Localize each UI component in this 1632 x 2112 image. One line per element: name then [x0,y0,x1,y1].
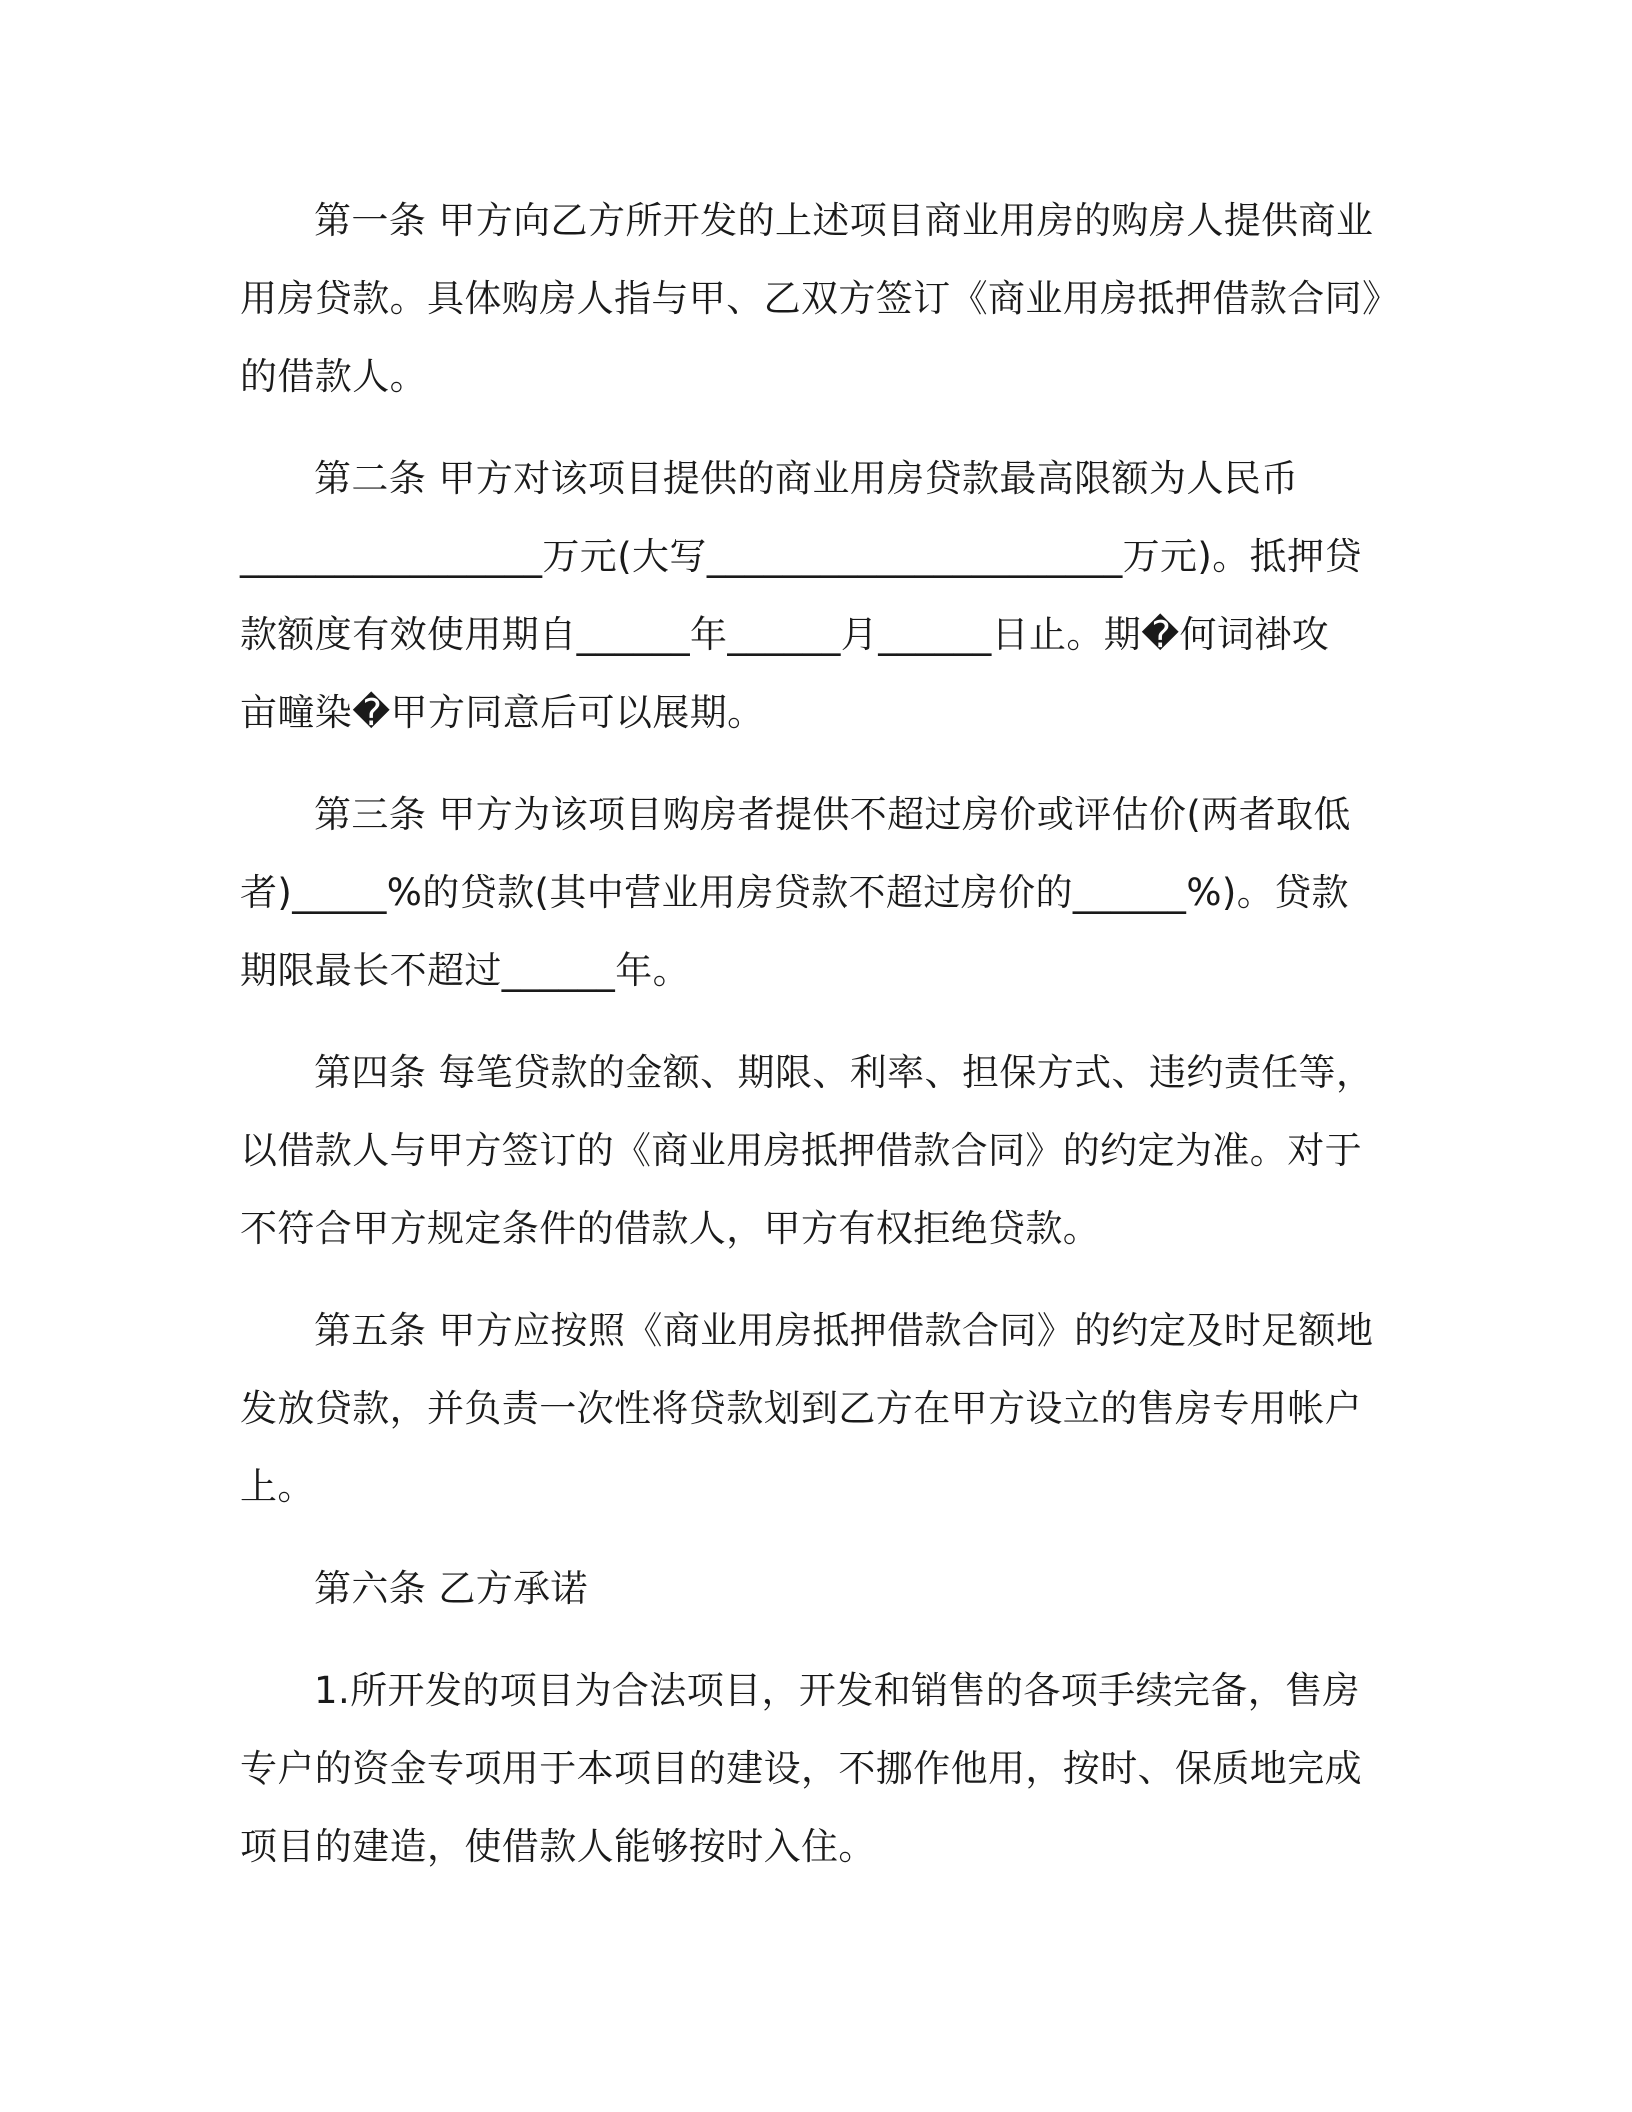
article-1-line-1: 第一条 甲方向乙方所开发的上述项目商业用房的购房人提供商业 [314,199,1374,242]
article-4-line-3: 不符合甲方规定条件的借款人，甲方有权拒绝贷款。 [240,1207,1101,1250]
article-5-line-2: 发放贷款，并负责一次性将贷款划到乙方在甲方设立的售房专用帐户 [240,1387,1362,1430]
article-2 [240,440,1385,752]
article-1 [240,182,1400,416]
article-6-heading [240,1550,1385,1628]
article-6-item-1-line-3: 项目的建造，使借款人能够按时入住。 [240,1825,876,1868]
article-3-line-2: 者)_____%的贷款(其中营业用房贷款不超过房价的______%)。贷款 [240,871,1349,914]
article-4-line-1: 第四条 每笔贷款的金额、期限、利率、担保方式、违约责任等， [314,1051,1374,1094]
article-5 [240,1292,1385,1526]
article-2-line-2: ________________万元(大写______________________万元)。抵押贷 [240,535,1362,578]
article-4 [240,1034,1385,1268]
article-6-item-1-line-2: 专户的资金专项用于本项目的建设，不挪作他用，按时、保质地完成 [240,1747,1362,1790]
article-2-line-1: 第二条 甲方对该项目提供的商业用房贷款最高限额为人民币 [314,457,1299,500]
article-2-line-4: 亩疃染�甲方同意后可以展期。 [240,691,765,734]
article-3 [240,776,1385,1010]
article-3-line-3: 期限最长不超过______年。 [240,949,690,992]
article-5-line-3: 上。 [240,1465,315,1508]
article-6-line-1: 第六条 乙方承诺 [314,1567,588,1610]
article-6-item-1 [240,1652,1385,1886]
document-body [240,182,1400,1910]
article-1-line-2: 用房贷款。具体购房人指与甲、乙双方签订《商业用房抵押借款合同》 [240,277,1400,320]
article-4-line-2: 以借款人与甲方签订的《商业用房抵押借款合同》的约定为准。对于 [240,1129,1362,1172]
article-3-line-1: 第三条 甲方为该项目购房者提供不超过房价或评估价(两者取低 [314,793,1351,836]
article-2-line-3: 款额度有效使用期自______年______月______日止。期�何词褂攻 [240,613,1330,656]
article-5-line-1: 第五条 甲方应按照《商业用房抵押借款合同》的约定及时足额地 [314,1309,1374,1352]
article-6-item-1-line-1: 1.所开发的项目为合法项目，开发和销售的各项手续完备，售房 [314,1669,1360,1712]
article-1-line-3: 的借款人。 [240,355,427,398]
